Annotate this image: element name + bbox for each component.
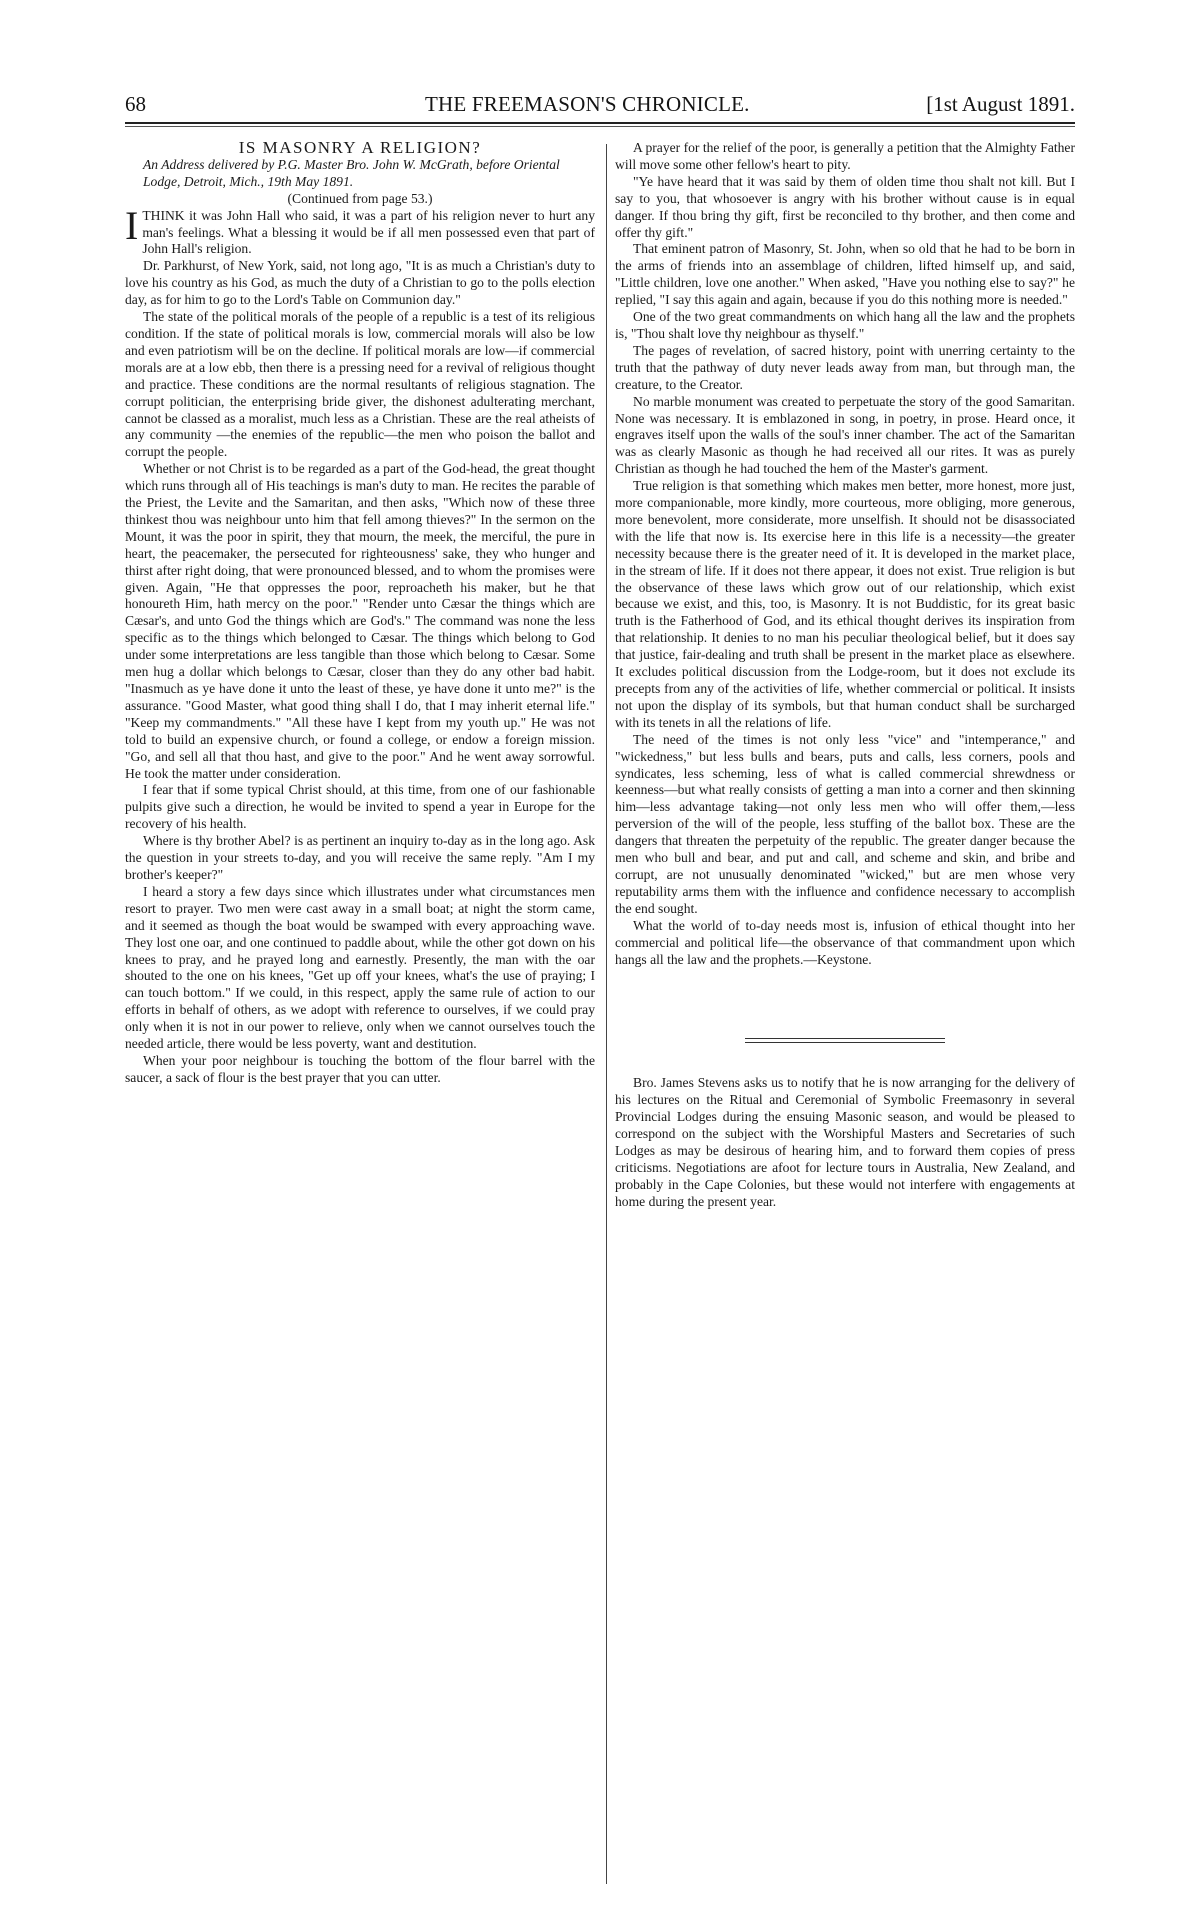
article-title: IS MASONRY A RELIGION? bbox=[238, 138, 482, 157]
continuation-note: (Continued from page 53.) bbox=[287, 190, 433, 206]
publication-title: THE FREEMASON'S CHRONICLE. bbox=[425, 92, 750, 116]
header-rule-thin bbox=[125, 126, 1075, 127]
right-paragraph: One of the two great commandments on which hang all the law and the prophets is, "Thou shalt love thy neighbour as thyself." bbox=[615, 309, 1075, 341]
issue-date: [1st August 1891. bbox=[926, 92, 1075, 116]
right-paragraph: That eminent patron of Masonry, St. John, when so old that he had to be born in the arms of friends into an assemblage of children, lifted himself up, and said, "Little children, love one another." When asked, "Have you nothing else to say?" he replied, "I say this again and again, because if you do this nothing more is needed." bbox=[615, 241, 1075, 308]
page-number: 68 bbox=[125, 92, 146, 116]
left-paragraph: Dr. Parkhurst, of New York, said, not long ago, "It is as much a Christian's duty to love his country as his God, as much the duty of a Christian to go to the polls election day, as for him to go to the Lord's Table on Communion day." bbox=[125, 258, 595, 308]
left-paragraph: I fear that if some typical Christ should, at this time, from one of our fashionable pulpits give such a direction, he would be invited to spend a year in Europe for the recovery of his health. bbox=[125, 782, 595, 832]
left-paragraph: Where is thy brother Abel? is as pertinent an inquiry to-day as in the long ago. Ask the question in your streets to-day, and you will receive the same reply. "Am I my brother's keeper?" bbox=[125, 833, 595, 882]
drop-cap: I bbox=[125, 202, 139, 248]
article-byline: An Address delivered by P.G. Master Bro. John W. McGrath, before Oriental Lodge, Detroit, Mich., 19th May 1891. bbox=[143, 156, 560, 189]
right-paragraph: What the world of to-day needs most is, infusion of ethical thought into her commercial and political life—the observance of that commandment upon which hangs all the law and the prophets.—Keystone. bbox=[615, 917, 1075, 967]
notice-paragraph: Bro. James Stevens asks us to notify that he is now arranging for the delivery of his lectures on the Ritual and Ceremonial of Symbolic Freemasonry in several Provincial Lodges during the ensuing Masonic season, and would be pleased to correspond on the subject with the Worshipful Masters and Secretaries of such Lodges as may be desirous of hearing him, and to forward them copies of press criticisms. Negotiations are afoot for lecture tours in Australia, New Zealand, and probably in the Cape Colonies, but these would not interfere with engagements at home during the present year. bbox=[615, 1075, 1075, 1209]
right-paragraph: No marble monument was created to perpetuate the story of the good Samaritan. None was necessary. It is emblazoned in song, in poetry, in prose. Heard once, it engraves itself upon the walls of the soul's inner chamber. The act of the Samaritan was as clearly Masonic as though he had received all our rites. It was as purely Christian as though he had touched the hem of the Master's garment. bbox=[615, 393, 1075, 477]
first-paragraph-text: THINK it was John Hall who said, it was a part of his religion never to hurt any man's feelings. What a blessing it would be if all men possessed even that part of John Hall's religion. bbox=[142, 207, 595, 257]
column-divider bbox=[606, 144, 607, 1884]
left-paragraph: When your poor neighbour is touching the bottom of the flour barrel with the saucer, a sack of flour is the best prayer that you can utter. bbox=[125, 1052, 595, 1085]
right-paragraph: True religion is that something which makes men better, more honest, more just, more companionable, more kindly, more courteous, more obliging, more generous, more benevolent, more considerate, more unselfish. It should not be disassociated with the life that now is. Its exercise here in this life is a necessity—the greater necessity because there is the greater need of it. It is developed in the market place, in the stream of life. If it does not there appear, it does not exist. True religion is but the observance of these laws which grow out of our relationship, which exist because we exist, and this, too, is Masonry. It is not Buddistic, for its great basic truth is the Fatherhood of God, and its ethical thought derives its inspiration from that relationship. It denies to no man his peculiar theological belief, but it does say that justice, fair-dealing and truth shall be present in the market place as elsewhere. It excludes political discussion from the Lodge-room, but it does not exclude its precepts from any of the activities of life, whether commercial or political. It insists not upon the display of its symbols, but that human conduct shall be surcharged with its tenets in all the relations of life. bbox=[615, 478, 1075, 730]
left-column bbox=[125, 140, 595, 1087]
left-paragraph: I heard a story a few days since which illustrates under what circumstances men resort to prayer. Two men were cast away in a small boat; at night the storm came, and it seemed as though the boat would be swamped with every approaching wave. They lost one oar, and one continued to paddle about, while the other got down on his knees to pray, and he prayed long and earnestly. Presently, the man with the oar shouted to the one on his knees, "Get up off your knees, what's the use of praying; I can touch bottom." If we could, in this respect, apply the same rule of action to our efforts in behalf of others, as we adopt with reference to ourselves, if we could pray only when it is not in our power to relieve, only when we cannot ourselves touch the needed article, there would be less poverty, want and destitution. bbox=[125, 883, 595, 1052]
right-paragraph: The pages of revelation, of sacred history, point with unerring certainty to the truth that the pathway of duty never leads away from man, but through man, the creature, to the Creator. bbox=[615, 342, 1075, 392]
left-paragraph: The state of the political morals of the people of a republic is a test of its religious condition. If the state of political morals is low, commercial morals will also be low and even patriotism will be on the decline. If political morals are low—if commercial morals are at a low ebb, then there is a pressing need for a revival of religious thought and practice. These conditions are the normal resultants of religious stagnation. The corrupt politician, the enterprising bride giver, the dishonest adulterating merchant, cannot be classed as a moralist, much less as a Christian. These are the real atheists of any community —the enemies of the republic—the men who poison the ballot and corrupt the people. bbox=[125, 309, 595, 460]
page-header bbox=[125, 88, 1075, 122]
first-paragraph bbox=[125, 202, 595, 259]
right-column bbox=[615, 140, 1075, 1211]
section-separator bbox=[745, 1038, 945, 1043]
left-paragraph: Whether or not Christ is to be regarded as a part of the God-head, the great thought which runs through all of His teachings is man's duty to man. He recites the parable of the Priest, the Levite and the Samaritan, and then asks, "Which now of these three thinkest thou was neighbour unto him that fell among thieves?" In the sermon on the Mount, it was the poor in spirit, they that mourn, the meek, the merciful, the pure in heart, the peacemaker, the persecuted for righteousness' sake, they who hunger and thirst after right doing, that were pronounced blessed, and to whom the promises were given. Again, "He that oppresses the poor, reproacheth his maker, but he that honoureth Him, hath mercy on the poor." "Render unto Cæsar the things which are Cæsar's, and unto God the things which are God's." The command was none the less specific as to the things which belonged to Cæsar. The things which belong to God under some interpretations are less tangible than those which belong to Cæsar. Some men hug a dollar which belongs to Cæsar, closer than they do any other bad habit. "Inasmuch as ye have done it unto the least of these, ye have done it unto me?" is the assurance. "Good Master, what good thing shall I do, that I may inherit eternal life." "Keep my commandments." "All these have I kept from my youth up." He was not told to build an expensive church, or found a college, or endow a foreign mission. "Go, and sell all that thou hast, and give to the poor." And he went away sorrowful. He took the matter under consideration. bbox=[125, 461, 595, 781]
right-paragraph: The need of the times is not only less "vice" and "intemperance," and "wickedness," but less bulls and bears, puts and calls, less corners, pools and syndicates, less scheming, less of what is called commercial shrewdness or keenness—but what really consists of getting a man into a corner and then skinning him—less advantage taking—not only less men who will offer them,—less perversion of the will of the people, less stuffing of the ballot box. These are the dangers that threaten the perpetuity of the republic. The greater danger because the men who bull and bear, and put and call, and scheme and skin, and bribe and corrupt, are not unusually denominated "wicked," but are men whose very reputability arms them with the influence and confidence necessary to accomplish the end sought. bbox=[615, 731, 1075, 916]
newspaper-page bbox=[125, 88, 1075, 1888]
right-paragraph: A prayer for the relief of the poor, is generally a petition that the Almighty Father will move some other fellow's heart to pity. bbox=[615, 140, 1075, 172]
header-rule bbox=[125, 122, 1075, 124]
right-paragraph: "Ye have heard that it was said by them of olden time thou shalt not kill. But I say to you, that whosoever is angry with his brother without cause is in equal danger. If thou bring thy gift, first be reconciled to thy brother, and then come and offer thy gift." bbox=[615, 173, 1075, 240]
